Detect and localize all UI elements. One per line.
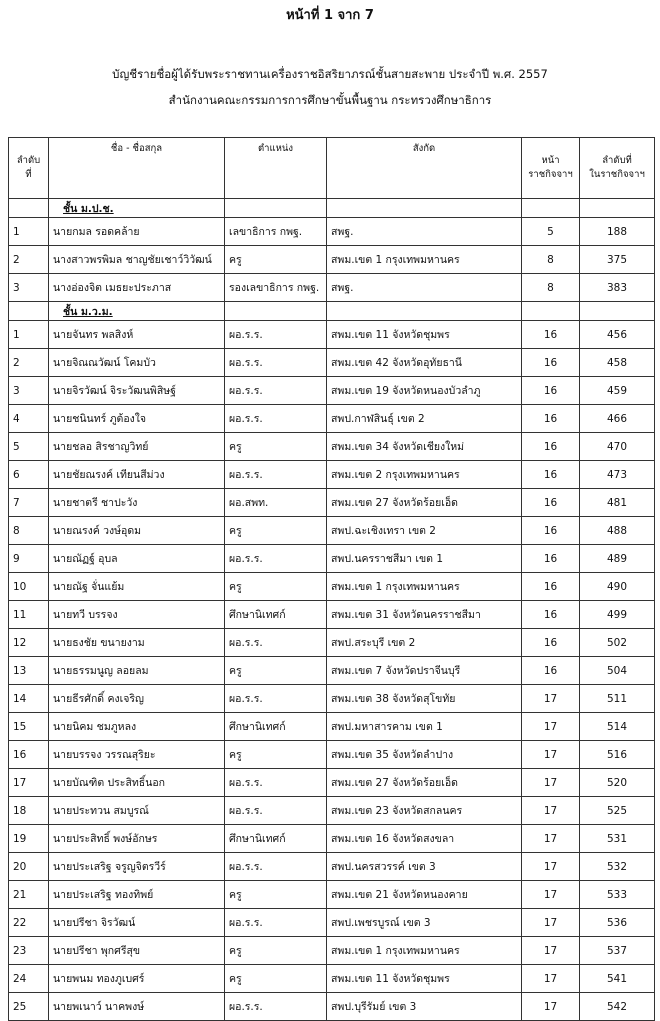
row-name: นางอ่องจิต เมธยะประภาส <box>49 274 225 302</box>
row-position: เลขาธิการ กพฐ. <box>225 218 327 246</box>
empty-cell <box>522 302 580 321</box>
table-row <box>9 433 655 461</box>
row-affiliation: สพม.เขต 2 กรุงเทพมหานคร <box>327 461 522 489</box>
row-name: นายพนม ทองภูเบศร์ <box>49 965 225 993</box>
row-number: 14 <box>9 685 49 713</box>
row-name: นายธรรมนูญ ลอยลม <box>49 657 225 685</box>
table-row <box>9 274 655 302</box>
row-name: นายบัณฑิต ประสิทธิ์นอก <box>49 769 225 797</box>
row-number: 5 <box>9 433 49 461</box>
row-name: นายนิคม ชมภูหลง <box>49 713 225 741</box>
row-name: นายณัฐ จั่นแย้ม <box>49 573 225 601</box>
row-number: 10 <box>9 573 49 601</box>
table-row <box>9 937 655 965</box>
table-row <box>9 405 655 433</box>
row-position: ผอ.ร.ร. <box>225 769 327 797</box>
row-position: ผอ.สพท. <box>225 489 327 517</box>
row-position: ผอ.ร.ร. <box>225 321 327 349</box>
row-position: รองเลขาธิการ กพฐ. <box>225 274 327 302</box>
row-affiliation: สพป.นครราชสีมา เขต 1 <box>327 545 522 573</box>
table-header-row <box>9 138 655 199</box>
row-affiliation: สพป.เพชรบูรณ์ เขต 3 <box>327 909 522 937</box>
empty-cell <box>225 302 327 321</box>
row-name: นายชนินทร์ ภูต้องใจ <box>49 405 225 433</box>
row-name: นายจิรวัฒน์ จิระวัฒนพิสิษฐ์ <box>49 377 225 405</box>
row-name: นายธีรศักดิ์ คงเจริญ <box>49 685 225 713</box>
row-gazette-page: 16 <box>522 321 580 349</box>
row-gazette-order: 458 <box>580 349 655 377</box>
row-position: ผอ.ร.ร. <box>225 377 327 405</box>
table-row <box>9 349 655 377</box>
row-gazette-page: 16 <box>522 657 580 685</box>
row-number: 17 <box>9 769 49 797</box>
row-gazette-page: 16 <box>522 545 580 573</box>
row-position: ศึกษานิเทศก์ <box>225 713 327 741</box>
row-gazette-order: 499 <box>580 601 655 629</box>
row-name: นายจันทร พลสิงห์ <box>49 321 225 349</box>
row-gazette-order: 383 <box>580 274 655 302</box>
row-gazette-order: 375 <box>580 246 655 274</box>
table-row <box>9 461 655 489</box>
row-gazette-order: 488 <box>580 517 655 545</box>
row-position: ผอ.ร.ร. <box>225 629 327 657</box>
row-number: 8 <box>9 517 49 545</box>
row-affiliation: สพม.เขต 38 จังหวัดสุโขทัย <box>327 685 522 713</box>
header-gazette-page: หน้า ราชกิจจาฯ <box>522 138 580 199</box>
table-row <box>9 741 655 769</box>
table-row <box>9 965 655 993</box>
row-name: นายจิณณวัฒน์ โคมบัว <box>49 349 225 377</box>
empty-cell <box>327 302 522 321</box>
row-gazette-page: 16 <box>522 601 580 629</box>
table-row <box>9 573 655 601</box>
row-affiliation: สพป.ฉะเชิงเทรา เขต 2 <box>327 517 522 545</box>
empty-cell <box>225 199 327 218</box>
row-affiliation: สพม.เขต 11 จังหวัดชุมพร <box>327 321 522 349</box>
row-gazette-page: 16 <box>522 461 580 489</box>
row-number: 7 <box>9 489 49 517</box>
row-gazette-order: 473 <box>580 461 655 489</box>
row-affiliation: สพม.เขต 42 จังหวัดอุทัยธานี <box>327 349 522 377</box>
row-gazette-page: 17 <box>522 937 580 965</box>
row-name: นายปรีชา จิรวัฒน์ <box>49 909 225 937</box>
row-position: ผอ.ร.ร. <box>225 685 327 713</box>
row-gazette-order: 489 <box>580 545 655 573</box>
row-affiliation: สพป.กาฬสินธุ์ เขต 2 <box>327 405 522 433</box>
row-affiliation: สพป.สระบุรี เขต 2 <box>327 629 522 657</box>
row-number: 3 <box>9 274 49 302</box>
table-row <box>9 909 655 937</box>
row-position: ผอ.ร.ร. <box>225 461 327 489</box>
table-row <box>9 489 655 517</box>
row-affiliation: สพฐ. <box>327 274 522 302</box>
row-gazette-order: 542 <box>580 993 655 1021</box>
row-position: ครู <box>225 965 327 993</box>
row-position: ผอ.ร.ร. <box>225 993 327 1021</box>
table-row <box>9 629 655 657</box>
row-gazette-page: 17 <box>522 909 580 937</box>
document-title: บัญชีรายชื่อผู้ได้รับพระราชทานเครื่องราชอิสริยาภรณ์ชั้นสายสะพาย ประจำปี พ.ศ. 2557 <box>112 67 548 81</box>
table-row <box>9 853 655 881</box>
row-affiliation: สพม.เขต 7 จังหวัดปราจีนบุรี <box>327 657 522 685</box>
row-position: ผอ.ร.ร. <box>225 797 327 825</box>
row-position: ผอ.ร.ร. <box>225 909 327 937</box>
row-gazette-order: 466 <box>580 405 655 433</box>
row-affiliation: สพม.เขต 11 จังหวัดชุมพร <box>327 965 522 993</box>
row-name: นายชัยณรงค์ เทียนสีม่วง <box>49 461 225 489</box>
row-affiliation: สพฐ. <box>327 218 522 246</box>
row-number: 6 <box>9 461 49 489</box>
row-gazette-page: 17 <box>522 825 580 853</box>
table-row <box>9 713 655 741</box>
header-no: ลำดับ ที่ <box>9 138 49 199</box>
row-affiliation: สพม.เขต 23 จังหวัดสกลนคร <box>327 797 522 825</box>
row-number: 9 <box>9 545 49 573</box>
row-gazette-order: 511 <box>580 685 655 713</box>
row-number: 23 <box>9 937 49 965</box>
row-number: 3 <box>9 377 49 405</box>
row-gazette-page: 17 <box>522 741 580 769</box>
row-gazette-order: 514 <box>580 713 655 741</box>
row-gazette-order: 537 <box>580 937 655 965</box>
row-gazette-page: 16 <box>522 629 580 657</box>
table-row <box>9 685 655 713</box>
row-gazette-page: 16 <box>522 517 580 545</box>
row-position: ครู <box>225 881 327 909</box>
document-subtitle: สำนักงานคณะกรรมการการศึกษาขั้นพื้นฐาน กระทรวงศึกษาธิการ <box>168 93 492 107</box>
row-gazette-order: 459 <box>580 377 655 405</box>
header-affiliation: สังกัด <box>327 138 522 199</box>
table-row <box>9 601 655 629</box>
row-number: 18 <box>9 797 49 825</box>
row-number: 19 <box>9 825 49 853</box>
row-number: 25 <box>9 993 49 1021</box>
row-name: นายประเสริฐ จรูญจิตรวีร์ <box>49 853 225 881</box>
row-position: ศึกษานิเทศก์ <box>225 825 327 853</box>
row-affiliation: สพม.เขต 31 จังหวัดนครราชสีมา <box>327 601 522 629</box>
row-name: นายปรีชา พุกศรีสุข <box>49 937 225 965</box>
row-position: ผอ.ร.ร. <box>225 853 327 881</box>
table-row <box>9 321 655 349</box>
header-name: ชื่อ - ชื่อสกุล <box>49 138 225 199</box>
row-affiliation: สพม.เขต 21 จังหวัดหนองคาย <box>327 881 522 909</box>
row-number: 13 <box>9 657 49 685</box>
row-gazette-page: 16 <box>522 433 580 461</box>
row-gazette-page: 8 <box>522 246 580 274</box>
row-gazette-order: 481 <box>580 489 655 517</box>
row-affiliation: สพม.เขต 27 จังหวัดร้อยเอ็ด <box>327 769 522 797</box>
row-position: ศึกษานิเทศก์ <box>225 601 327 629</box>
row-position: ครู <box>225 433 327 461</box>
row-gazette-order: 525 <box>580 797 655 825</box>
row-gazette-page: 16 <box>522 489 580 517</box>
section-row <box>9 302 655 321</box>
row-number: 1 <box>9 218 49 246</box>
row-affiliation: สพป.นครสวรรค์ เขต 3 <box>327 853 522 881</box>
row-gazette-order: 456 <box>580 321 655 349</box>
row-gazette-page: 16 <box>522 377 580 405</box>
row-name: นายณรงค์ วงษ์อุดม <box>49 517 225 545</box>
row-position: ผอ.ร.ร. <box>225 545 327 573</box>
row-number: 15 <box>9 713 49 741</box>
row-name: นายณัฏฐ์ อุบล <box>49 545 225 573</box>
row-gazette-order: 536 <box>580 909 655 937</box>
row-number: 21 <box>9 881 49 909</box>
row-gazette-order: 533 <box>580 881 655 909</box>
row-position: ผอ.ร.ร. <box>225 405 327 433</box>
table-row <box>9 825 655 853</box>
row-number: 16 <box>9 741 49 769</box>
page-number: หน้าที่ 1 จาก 7 <box>286 8 374 23</box>
row-affiliation: สพป.มหาสารคาม เขต 1 <box>327 713 522 741</box>
row-gazette-page: 17 <box>522 993 580 1021</box>
row-position: ครู <box>225 573 327 601</box>
empty-cell <box>580 302 655 321</box>
row-gazette-page: 8 <box>522 274 580 302</box>
row-gazette-order: 490 <box>580 573 655 601</box>
row-affiliation: สพม.เขต 35 จังหวัดลำปาง <box>327 741 522 769</box>
row-gazette-page: 17 <box>522 853 580 881</box>
table-row <box>9 545 655 573</box>
table-row <box>9 993 655 1021</box>
row-number: 2 <box>9 349 49 377</box>
row-gazette-page: 5 <box>522 218 580 246</box>
row-number: 4 <box>9 405 49 433</box>
row-number: 1 <box>9 321 49 349</box>
table-row <box>9 881 655 909</box>
row-affiliation: สพม.เขต 27 จังหวัดร้อยเอ็ด <box>327 489 522 517</box>
row-affiliation: สพม.เขต 34 จังหวัดเชียงใหม่ <box>327 433 522 461</box>
header-gazette-order: ลำดับที่ ในราชกิจจาฯ <box>580 138 655 199</box>
section-row <box>9 199 655 218</box>
row-gazette-order: 504 <box>580 657 655 685</box>
row-gazette-page: 17 <box>522 881 580 909</box>
table-row <box>9 517 655 545</box>
row-affiliation: สพม.เขต 1 กรุงเทพมหานคร <box>327 573 522 601</box>
row-position: ผอ.ร.ร. <box>225 349 327 377</box>
row-affiliation: สพป.บุรีรัมย์ เขต 3 <box>327 993 522 1021</box>
row-gazette-order: 531 <box>580 825 655 853</box>
row-gazette-page: 17 <box>522 713 580 741</box>
empty-cell <box>9 302 49 321</box>
row-gazette-page: 16 <box>522 349 580 377</box>
row-position: ครู <box>225 937 327 965</box>
row-gazette-order: 470 <box>580 433 655 461</box>
row-gazette-order: 188 <box>580 218 655 246</box>
row-gazette-page: 17 <box>522 965 580 993</box>
row-name: นายกมล รอดคล้าย <box>49 218 225 246</box>
row-name: นายประทวน สมบูรณ์ <box>49 797 225 825</box>
row-gazette-page: 17 <box>522 797 580 825</box>
row-name: นายบรรจง วรรณสุริยะ <box>49 741 225 769</box>
row-number: 2 <box>9 246 49 274</box>
row-gazette-page: 16 <box>522 405 580 433</box>
table-row <box>9 657 655 685</box>
section-label: ชั้น ม.ว.ม. <box>49 302 225 321</box>
table-row <box>9 377 655 405</box>
row-number: 20 <box>9 853 49 881</box>
row-position: ครู <box>225 741 327 769</box>
header-position: ตำแหน่ง <box>225 138 327 199</box>
row-affiliation: สพม.เขต 19 จังหวัดหนองบัวลำภู <box>327 377 522 405</box>
row-gazette-order: 541 <box>580 965 655 993</box>
row-position: ครู <box>225 517 327 545</box>
row-affiliation: สพม.เขต 1 กรุงเทพมหานคร <box>327 937 522 965</box>
row-name: นายทวี บรรจง <box>49 601 225 629</box>
row-number: 11 <box>9 601 49 629</box>
row-name: นายประเสริฐ ทองทิพย์ <box>49 881 225 909</box>
row-gazette-order: 520 <box>580 769 655 797</box>
row-gazette-order: 532 <box>580 853 655 881</box>
row-number: 22 <box>9 909 49 937</box>
row-name: นายประสิทธิ์ พงษ์อักษร <box>49 825 225 853</box>
row-number: 12 <box>9 629 49 657</box>
row-gazette-order: 516 <box>580 741 655 769</box>
row-gazette-page: 17 <box>522 685 580 713</box>
row-name: นายธงชัย ขนายงาม <box>49 629 225 657</box>
table-row <box>9 769 655 797</box>
row-gazette-page: 16 <box>522 573 580 601</box>
row-gazette-order: 502 <box>580 629 655 657</box>
table-row <box>9 218 655 246</box>
row-name: นายพเนาว์ นาคพงษ์ <box>49 993 225 1021</box>
table-row <box>9 797 655 825</box>
roster-table <box>8 137 655 1021</box>
row-name: นางสาวพรพิมล ชาญชัยเชาว์วิวัฒน์ <box>49 246 225 274</box>
row-position: ครู <box>225 657 327 685</box>
row-name: นายชาตรี ชาปะวัง <box>49 489 225 517</box>
row-number: 24 <box>9 965 49 993</box>
row-affiliation: สพม.เขต 16 จังหวัดสงขลา <box>327 825 522 853</box>
empty-cell <box>580 199 655 218</box>
row-gazette-page: 17 <box>522 769 580 797</box>
empty-cell <box>9 199 49 218</box>
table-row <box>9 246 655 274</box>
row-name: นายชลอ สิรชาญวิทย์ <box>49 433 225 461</box>
row-affiliation: สพม.เขต 1 กรุงเทพมหานคร <box>327 246 522 274</box>
empty-cell <box>522 199 580 218</box>
section-label: ชั้น ม.ป.ช. <box>49 199 225 218</box>
empty-cell <box>327 199 522 218</box>
row-position: ครู <box>225 246 327 274</box>
